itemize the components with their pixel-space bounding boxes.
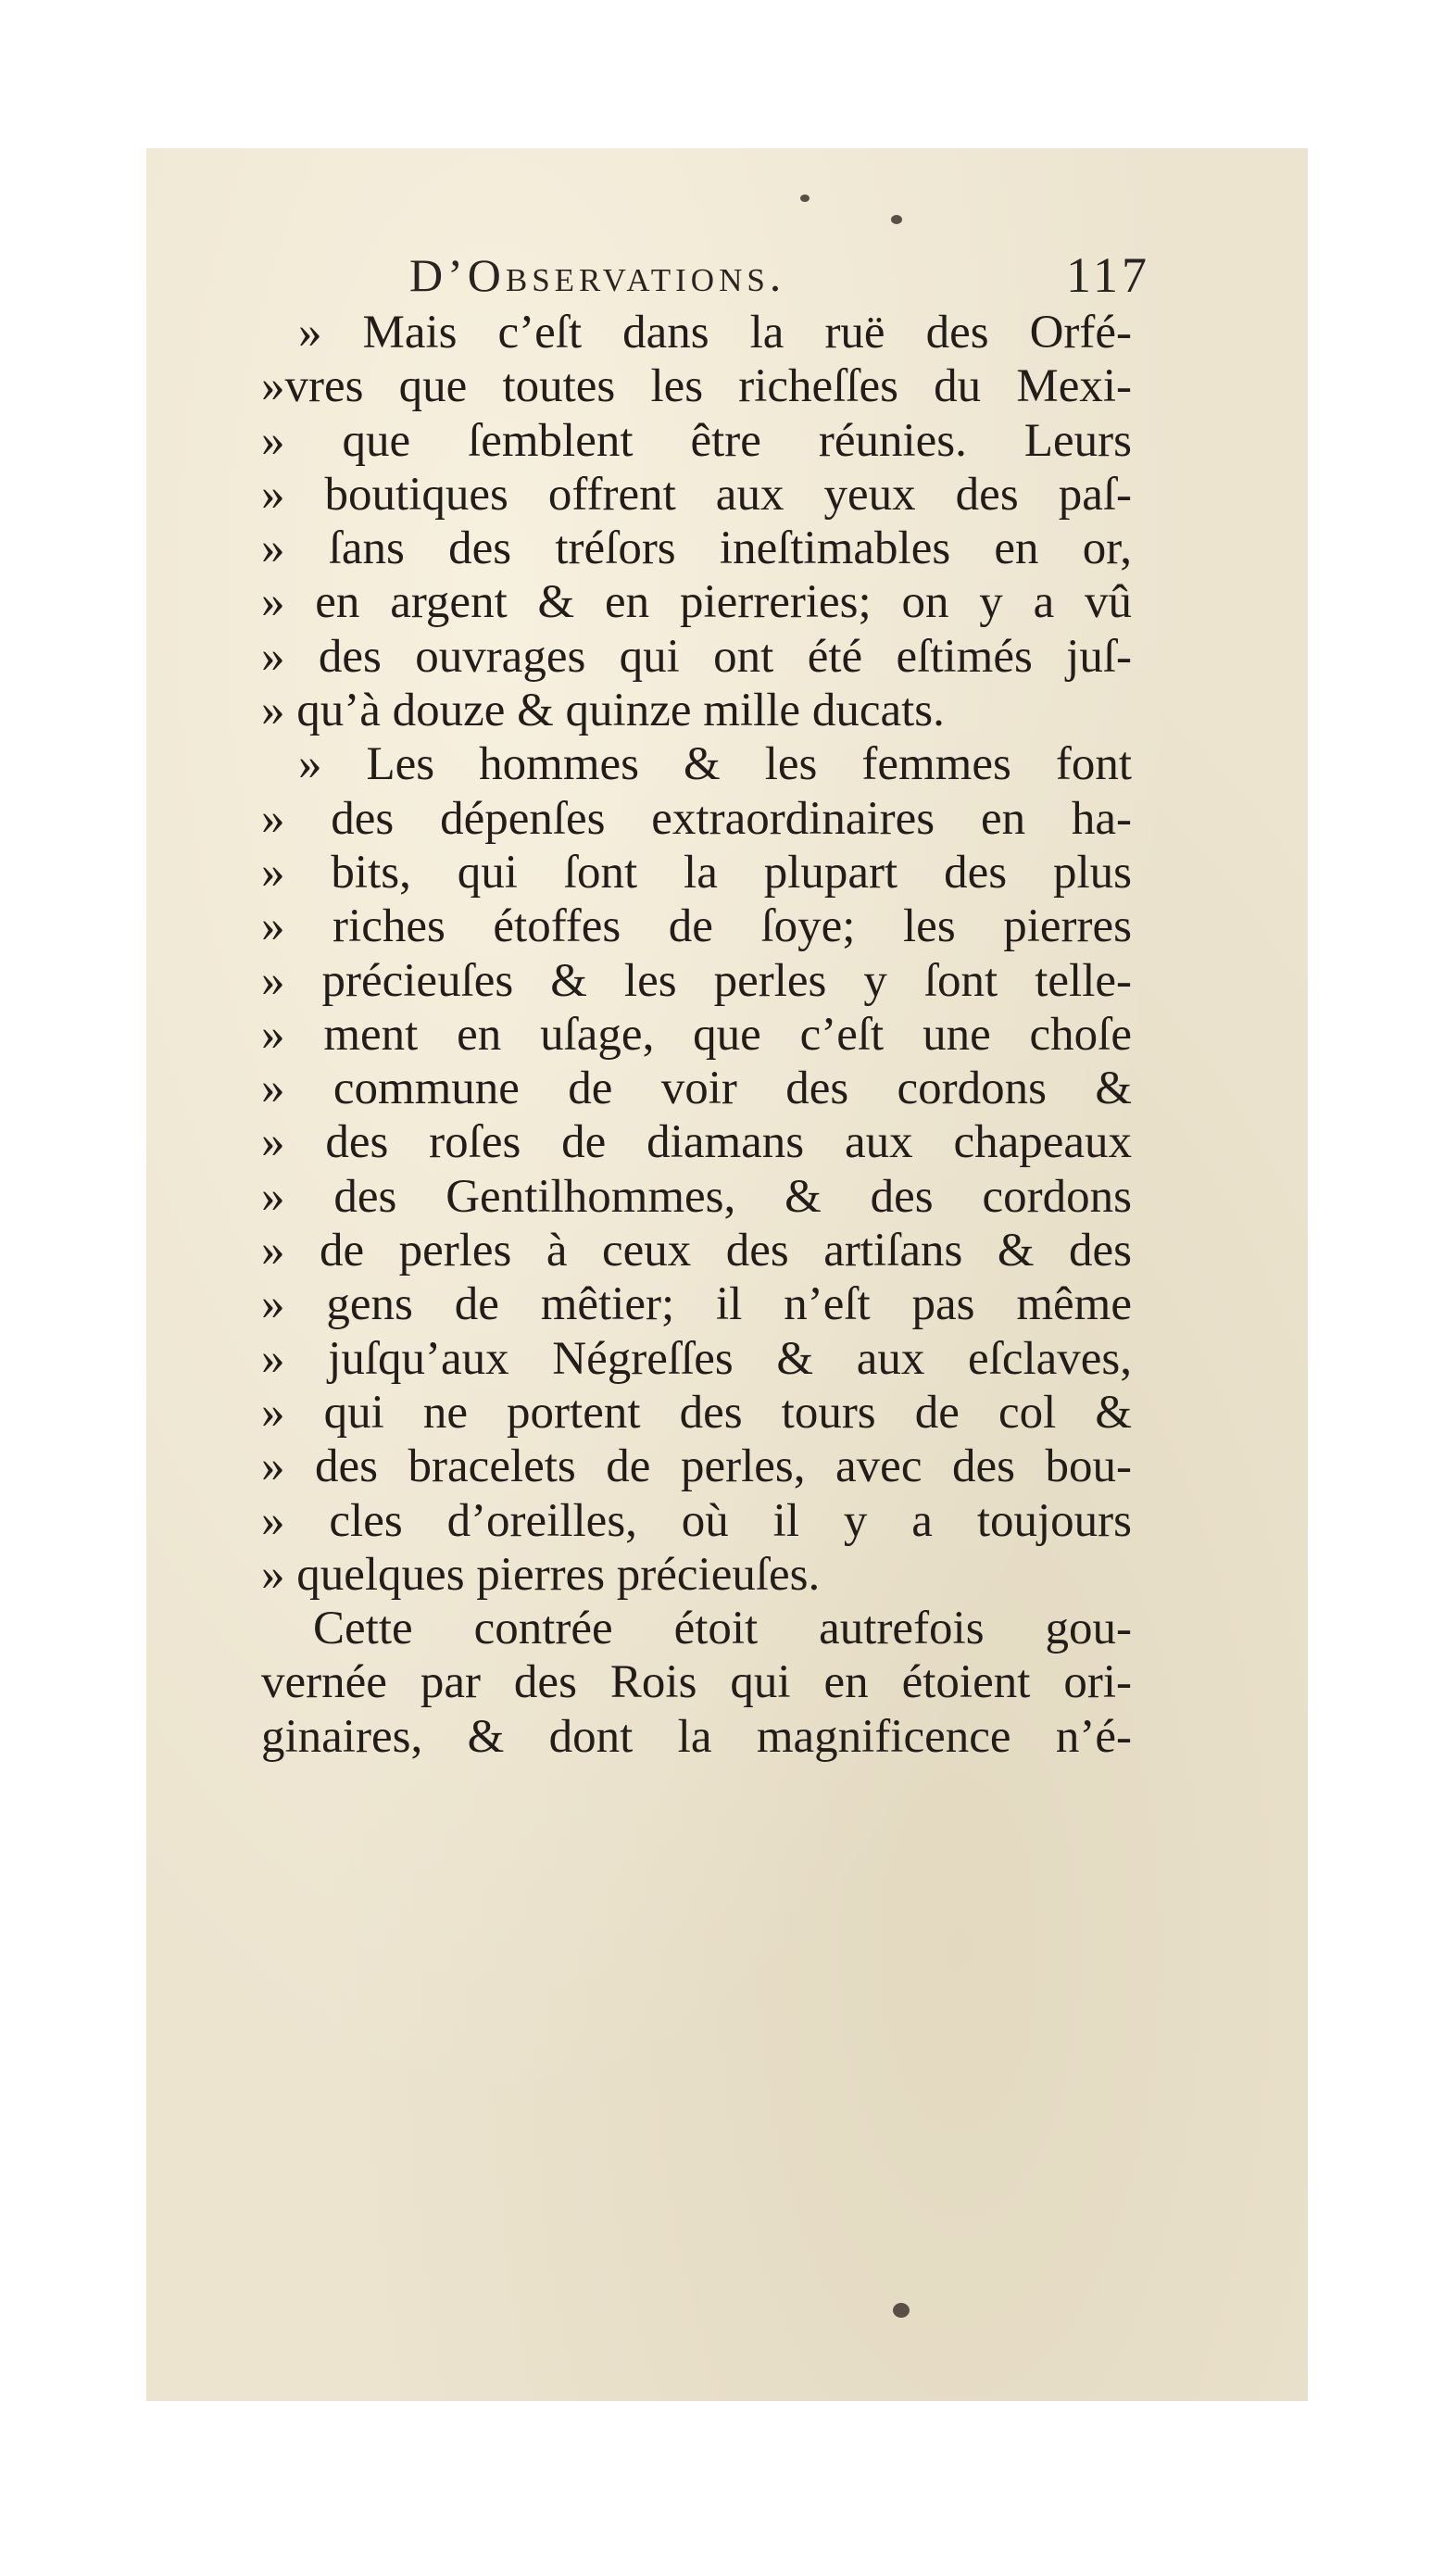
text-line: » des dépenſes extraordinaires en ha-	[261, 792, 1132, 845]
text-line: » bits, qui ſont la plupart des plus	[261, 846, 1132, 899]
text-line: » juſqu’aux Négreſſes & aux eſclaves,	[261, 1332, 1132, 1385]
text-line: » des ouvrages qui ont été eſtimés juſ-	[261, 630, 1132, 683]
text-line: » que ſemblent être réunies. Leurs	[261, 414, 1132, 467]
text-line: » boutiques offrent aux yeux des paſ-	[261, 468, 1132, 521]
ink-speck	[891, 215, 902, 224]
running-head: D’Observations.	[409, 249, 786, 301]
text-line: » précieuſes & les perles y ſont telle-	[261, 954, 1132, 1007]
text-line: » quelques pierres précieuſes.	[261, 1548, 821, 1601]
text-line: » ment en uſage, que c’eſt une choſe	[261, 1008, 1132, 1061]
text-line: Cette contrée étoit autrefois gou-	[313, 1603, 1132, 1655]
text-line: » cles d’oreilles, où il y a toujours	[261, 1494, 1132, 1547]
ink-speck	[893, 2303, 910, 2318]
text-line: » ſans des tréſors ineſtimables en or,	[261, 522, 1132, 575]
text-line: » des bracelets de perles, avec des bou-	[261, 1440, 1132, 1493]
text-line: ginaires, & dont la magnificence n’é-	[261, 1710, 1132, 1763]
text-line: » des roſes de diamans aux chapeaux	[261, 1116, 1132, 1169]
body-text	[261, 306, 1132, 1764]
text-line: » qui ne portent des tours de col &	[261, 1386, 1132, 1439]
ink-speck	[800, 195, 810, 202]
text-line: » de perles à ceux des artiſans & des	[261, 1225, 1132, 1277]
text-line: » commune de voir des cordons &	[261, 1063, 1132, 1115]
text-line: »vres que toutes les richeſſes du Mexi-	[261, 360, 1132, 413]
text-line: » riches étoffes de ſoye; les pierres	[261, 900, 1132, 953]
text-line: » Les hommes & les femmes font	[298, 738, 1132, 791]
text-line: vernée par des Rois qui en étoient ori-	[261, 1656, 1132, 1709]
text-line: » en argent & en pierreries; on y a vû	[261, 576, 1132, 629]
page-number: 117	[1066, 247, 1150, 303]
text-line: » gens de mêtier; il n’eſt pas même	[261, 1278, 1132, 1331]
page-header	[261, 243, 1150, 308]
text-line: » des Gentilhommes, & des cordons	[261, 1170, 1132, 1223]
text-line: » qu’à douze & quinze mille ducats.	[261, 685, 945, 737]
text-line: » Mais c’eſt dans la ruë des Orfé-	[298, 307, 1132, 358]
